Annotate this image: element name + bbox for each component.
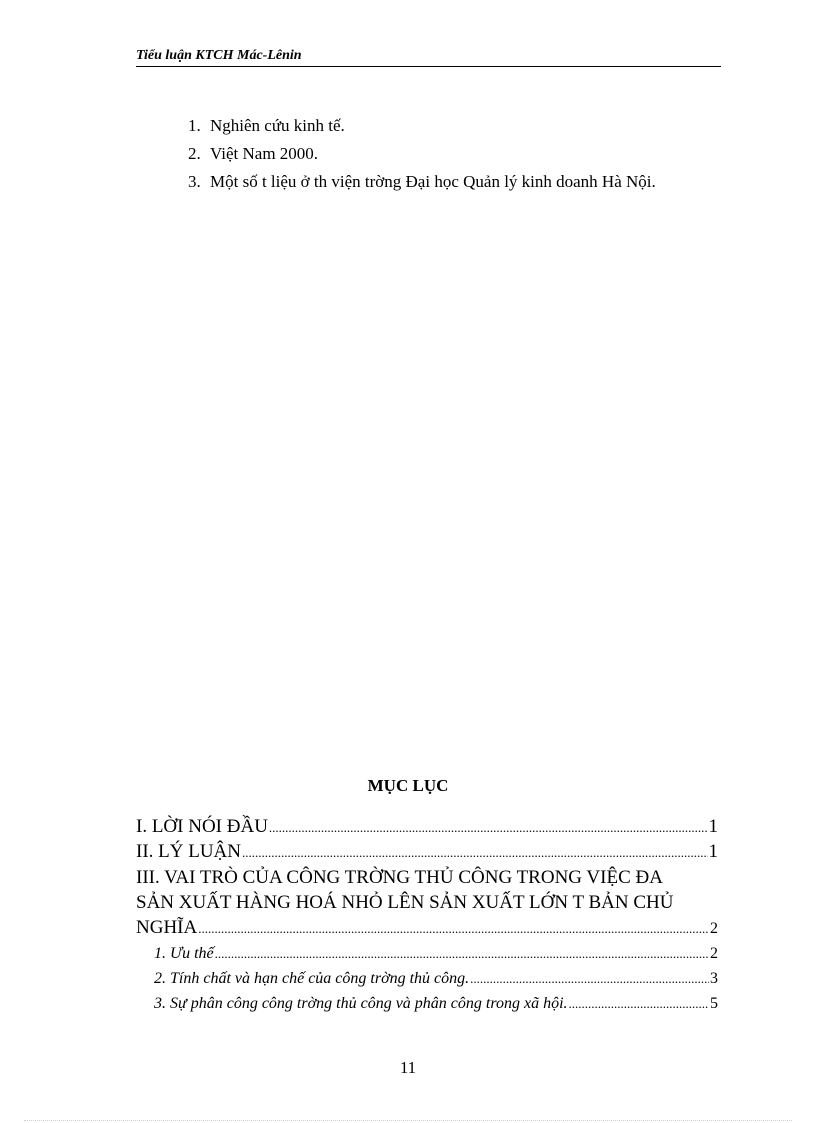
toc-entry-line: III. VAI TRÒ CỦA CÔNG TRỜNG THỦ CÔNG TRONG VIỆC ĐA: [136, 867, 663, 888]
reference-text: Một số t liệu ở th viện trờng Đại học Quản lý kinh doanh Hà Nội.: [210, 172, 656, 191]
toc-subentry-su-phan-cong[interactable]: [136, 991, 718, 1016]
toc-entry-label: 1. Ưu thế: [154, 945, 214, 962]
toc-leader-dots: [198, 916, 709, 941]
toc-entry-label: 3. Sự phân công công trờng thủ công và phân công trong xã hội.: [154, 995, 568, 1012]
toc-leader-dots: [215, 941, 709, 966]
table-of-contents: [136, 815, 718, 1016]
toc-page-number: 1: [708, 841, 718, 862]
reference-text: Việt Nam 2000.: [210, 144, 319, 163]
toc-entry-label: II. LÝ LUẬN: [136, 841, 242, 862]
toc-entry-ly-luan[interactable]: [136, 840, 718, 865]
reference-list: [188, 112, 698, 196]
toc-entry-label: NGHĨA: [136, 917, 198, 938]
toc-page-number: 3: [710, 970, 718, 987]
reference-number: 2.: [188, 144, 201, 163]
toc-leader-dots: [242, 841, 707, 865]
reference-item: [188, 140, 698, 168]
reference-number: 3.: [188, 172, 201, 191]
toc-entry-loi-noi-dau[interactable]: [136, 815, 718, 840]
running-header: Tiểu luận KTCH Mác-Lênin: [136, 48, 721, 67]
toc-title: MỤC LỤC: [367, 776, 449, 795]
reference-item: [188, 168, 698, 196]
reference-text: Nghiên cứu kinh tế.: [210, 116, 345, 135]
toc-leader-dots: [269, 816, 708, 840]
toc-subentry-uu-the[interactable]: [136, 941, 718, 966]
reference-item: [188, 112, 698, 140]
toc-page-number: 2: [710, 945, 718, 962]
page-bottom-divider: [24, 1120, 792, 1121]
toc-entry-vai-tro[interactable]: [136, 865, 718, 941]
reference-number: 1.: [188, 116, 201, 135]
toc-entry-label: I. LỜI NÓI ĐẦU: [136, 816, 268, 837]
toc-entry-line: SẢN XUẤT HÀNG HOÁ NHỎ LÊN SẢN XUẤT LỚN T BẢN CHỦ: [136, 892, 674, 913]
toc-subentry-tinh-chat[interactable]: [136, 966, 718, 991]
toc-entry-label: 2. Tính chất và hạn chế của công trờng thủ công.: [154, 970, 470, 987]
toc-page-number: 5: [710, 995, 718, 1012]
toc-page-number: 2: [710, 920, 718, 937]
toc-leader-dots: [569, 991, 709, 1016]
toc-leader-dots: [470, 966, 709, 991]
page-number: 11: [399, 1058, 417, 1077]
toc-page-number: 1: [708, 816, 718, 837]
